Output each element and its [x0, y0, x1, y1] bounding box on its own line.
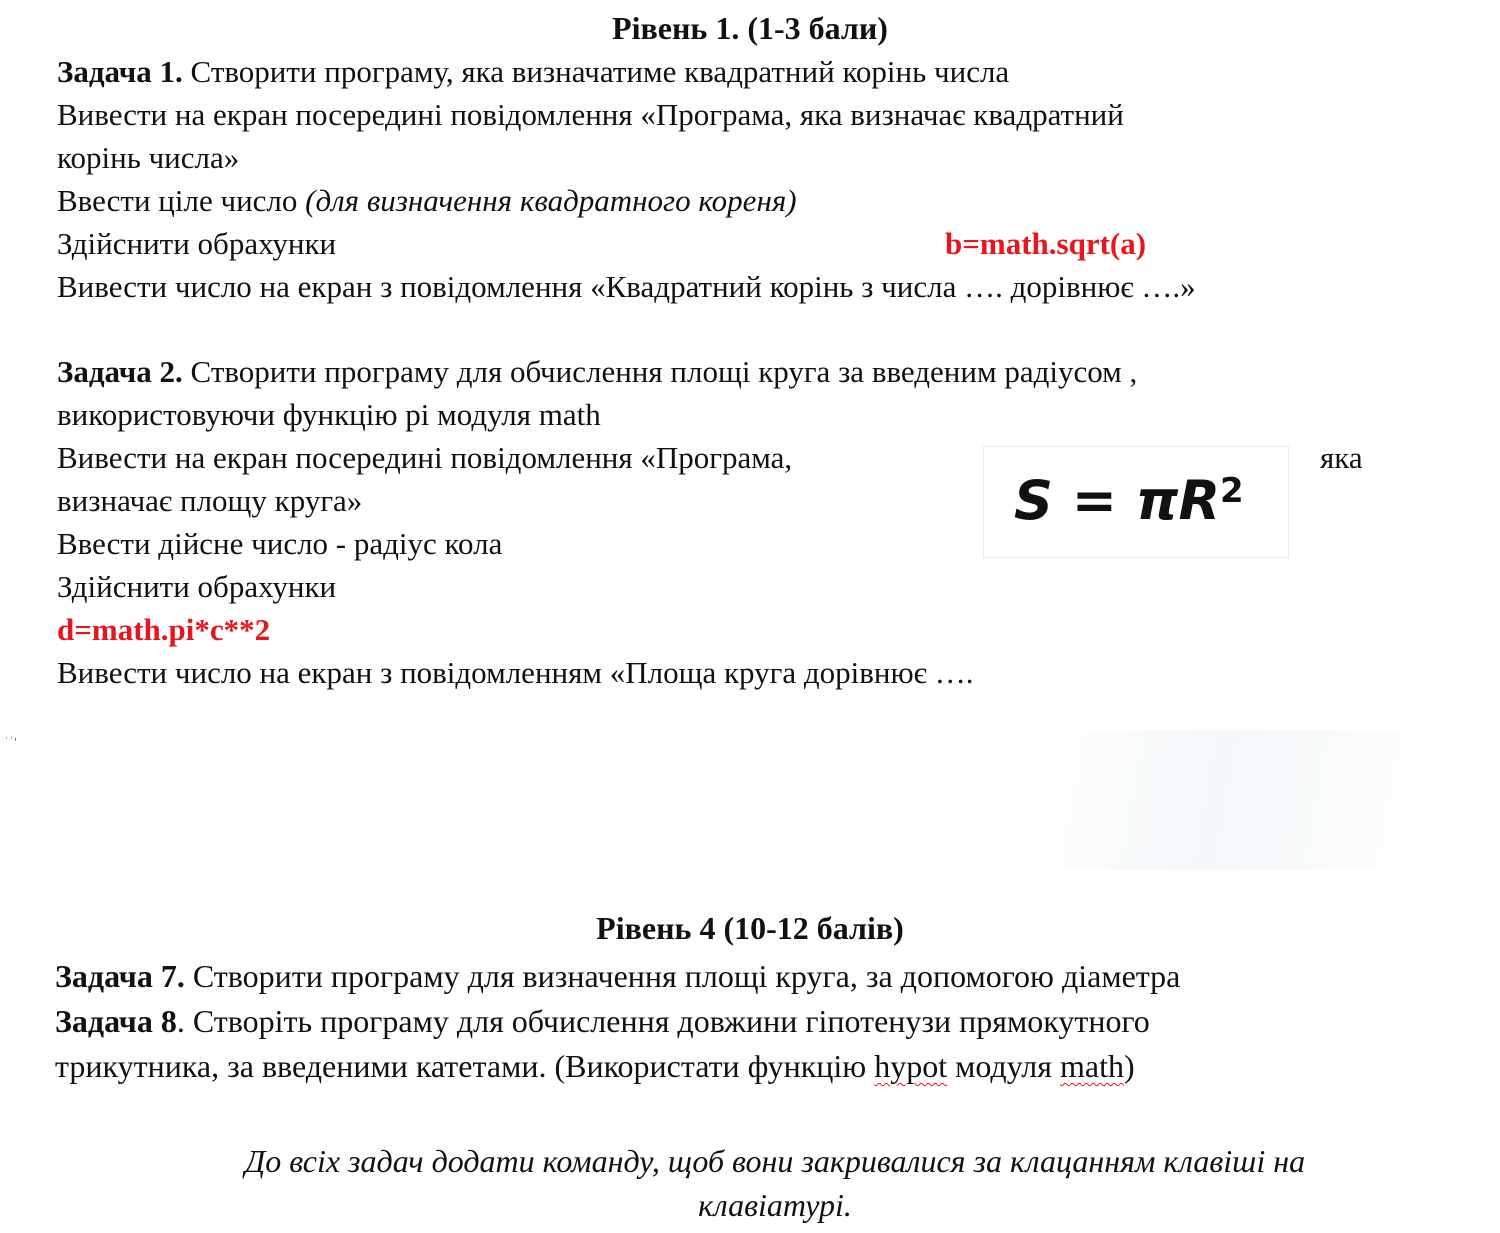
task2-line2: використовуючи функцію pi модуля math — [57, 397, 601, 432]
task2-heading-line — [57, 352, 1137, 392]
task1-line4-italic: (для визначення квадратного кореня) — [305, 183, 797, 218]
task1-line6: Вивести число на екран з повідомлення «Квадратний корінь з числа …. дорівнює ….» — [57, 269, 1196, 304]
task2-line7: Вивести число на екран з повідомленням «Площа круга дорівнює …. — [57, 655, 974, 690]
task2-line6: Здійснити обрахунки — [57, 569, 337, 604]
task8-text: . Створіть програму для обчислення довжини гіпотенузи прямокутного — [176, 1003, 1150, 1039]
area-formula-main: S = πR — [1014, 469, 1221, 532]
task8-line2-b: модуля — [947, 1048, 1060, 1084]
faint-scan-artifact — [1005, 730, 1475, 870]
task1-line4 — [57, 181, 797, 221]
task1-line5: Здійснити обрахунки — [57, 226, 337, 261]
task7-label: Задача 7. — [55, 958, 185, 994]
task2-line5: Ввести дійсне число - радіус кола — [57, 526, 503, 561]
footer-note-line1: До всіх задач додати команду, щоб вони закривалися за клацанням клавіші на — [244, 1143, 1306, 1179]
task1-code: b=math.sqrt(a) — [945, 226, 1147, 261]
task1-heading-line — [57, 52, 1009, 92]
task2-line3-left: Вивести на екран посередині повідомлення «Програма, — [57, 440, 793, 475]
task2-line4: визначає площу круга» — [57, 483, 363, 518]
task8-line2-a: трикутника, за введеними катетами. (Використати функцію — [55, 1048, 875, 1084]
task1-line4-text: Ввести ціле число — [57, 183, 306, 218]
level1-title: Рівень 1. (1-3 бали) — [612, 10, 888, 46]
task8-line — [55, 1001, 1150, 1041]
area-formula — [1014, 469, 1244, 533]
task8-line2-c: ) — [1123, 1048, 1135, 1084]
task8-label: Задача 8 — [55, 1003, 177, 1039]
area-formula-box — [983, 446, 1289, 558]
task8-math: math — [1059, 1048, 1124, 1084]
task2-text: Створити програму для обчислення площі круга за введеним радіусом , — [182, 354, 1138, 389]
task7-text: Створити програму для визначення площі круга, за допомогою діаметра — [184, 958, 1181, 994]
task1-line2: Вивести на екран посередині повідомлення «Програма, яка визначає квадратний — [57, 97, 1124, 132]
task7-line — [55, 956, 1180, 996]
area-formula-exponent: 2 — [1220, 471, 1244, 511]
task2-code: d=math.pi*c**2 — [57, 612, 271, 647]
scan-speck: ˙˙' — [4, 737, 17, 748]
task1-line3: корінь числа» — [57, 140, 240, 175]
task1-label: Задача 1. — [57, 54, 183, 89]
task8-hypot: hypot — [874, 1048, 948, 1084]
task8-line2 — [55, 1046, 1135, 1086]
task2-line3-right: яка — [1320, 440, 1363, 475]
footer-note-line2: клавіатурі. — [698, 1187, 852, 1223]
task1-text: Створити програму, яка визначатиме квадратний корінь числа — [182, 54, 1010, 89]
level4-title: Рівень 4 (10-12 балів) — [596, 910, 904, 946]
task2-label: Задача 2. — [57, 354, 183, 389]
